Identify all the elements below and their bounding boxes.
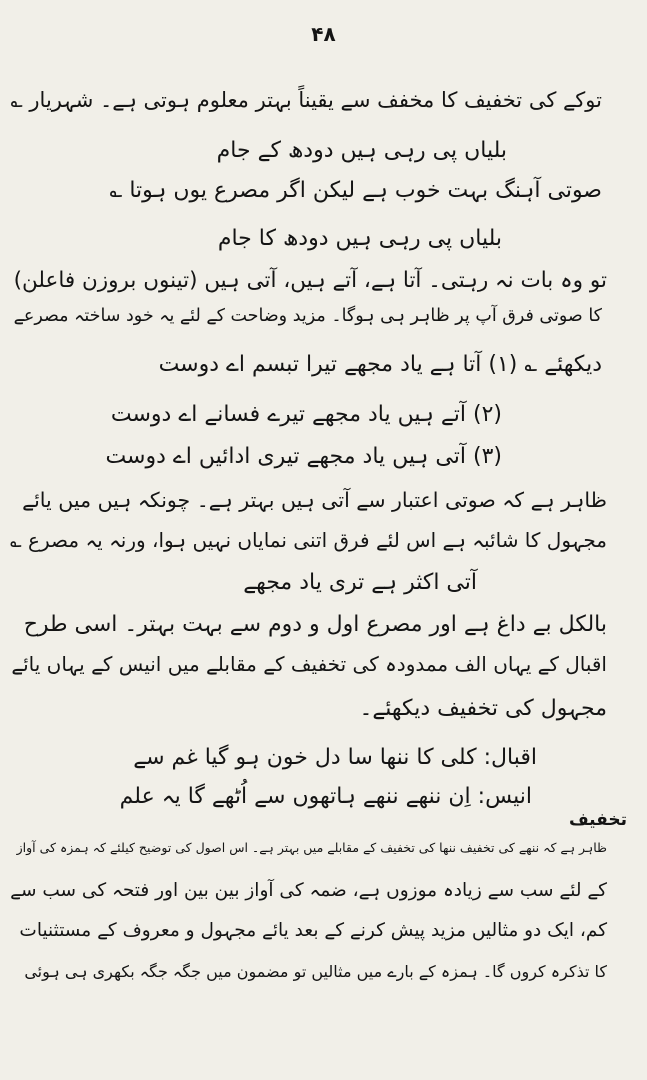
text-line-5: ظاہر ہے کہ صوتی اعتبار سے آتی ہیں بہتر ہے۔ چونکہ ہیں میں یائے (22, 488, 607, 512)
text-line-10: ظاہر ہے کہ ننھے کی تخفیف ننھا کی تخفیف کے مقابلے میں بہتر ہے۔ اس اصول کی توضیح کیلئے کہ ہمزہ کی آواز (16, 840, 607, 855)
iqbal-verse: اقبال: کلی کا ننھا سا دل خون ہو گیا غم سے (133, 745, 537, 770)
text-line-7: بالکل بے داغ ہے اور مصرع اول و دوم سے بہت بہتر۔ اسی طرح (23, 612, 607, 637)
example-1: دیکھئے ؎ (۱) آتا ہے یاد مجھے تیرا تبسم اے دوست (158, 352, 602, 377)
verse-line-3: آتی اکثر ہے تری یاد مجھے (243, 570, 477, 595)
anees-verse: انیس: اِن ننھے ننھے ہاتھوں سے اُٹھے گا یہ علم (119, 784, 532, 809)
verse-line-1: بلیاں پی رہی ہیں دودھ کے جام (216, 138, 507, 163)
text-line-2: صوتی آہنگ بہت خوب ہے لیکن اگر مصرع یوں ہوتا ؎ (109, 178, 602, 203)
text-line-8: اقبال کے یہاں الف ممدودہ کی تخفیف کے مقابلے میں انیس کے یہاں یائے (11, 652, 607, 676)
text-line-11: کے لئے سب سے زیادہ موزوں ہے، ضمہ کی آواز بین بین اور فتحہ کی سب سے (10, 880, 607, 901)
page-number: ۴۸ (311, 22, 336, 46)
example-2: (۲) آتے ہیں یاد مجھے تیرے فسانے اے دوست (110, 402, 502, 427)
text-line-6: مجہول کا شائبہ ہے اس لئے فرق اتنی نمایاں نہیں ہوا، ورنہ یہ مصرع ؎ (9, 528, 607, 552)
text-line-4: کا صوتی فرق آپ پر ظاہر ہی ہوگا۔ مزید وضاحت کے لئے یہ خود ساختہ مصرعے (13, 306, 602, 326)
text-line-1: توکے کی تخفیف کا مخفف سے یقیناً بہتر معلوم ہوتی ہے۔ شہریار ؎ (10, 88, 602, 112)
margin-note: تخفیف (568, 810, 627, 830)
text-line-3: تو وہ بات نہ رہتی۔ آتا ہے، آتے ہیں، آتی ہیں (تینوں بروزن فاعلن) (13, 268, 607, 293)
text-line-13: کا تذکرہ کروں گا۔ ہمزہ کے بارے میں مثالیں تو مضمون میں جگہ جگہ بکھری ہی ہوئی (24, 962, 607, 981)
text-line-9: مجہول کی تخفیف دیکھئے۔ (359, 696, 607, 721)
verse-line-2: بلیاں پی رہی ہیں دودھ کا جام (217, 226, 502, 251)
text-line-12: کم، ایک دو مثالیں مزید پیش کرنے کے بعد یائے مجہول و معروف کے مستثنیات (19, 920, 607, 941)
example-3: (۳) آتی ہیں یاد مجھے تیری ادائیں اے دوست (105, 444, 502, 469)
